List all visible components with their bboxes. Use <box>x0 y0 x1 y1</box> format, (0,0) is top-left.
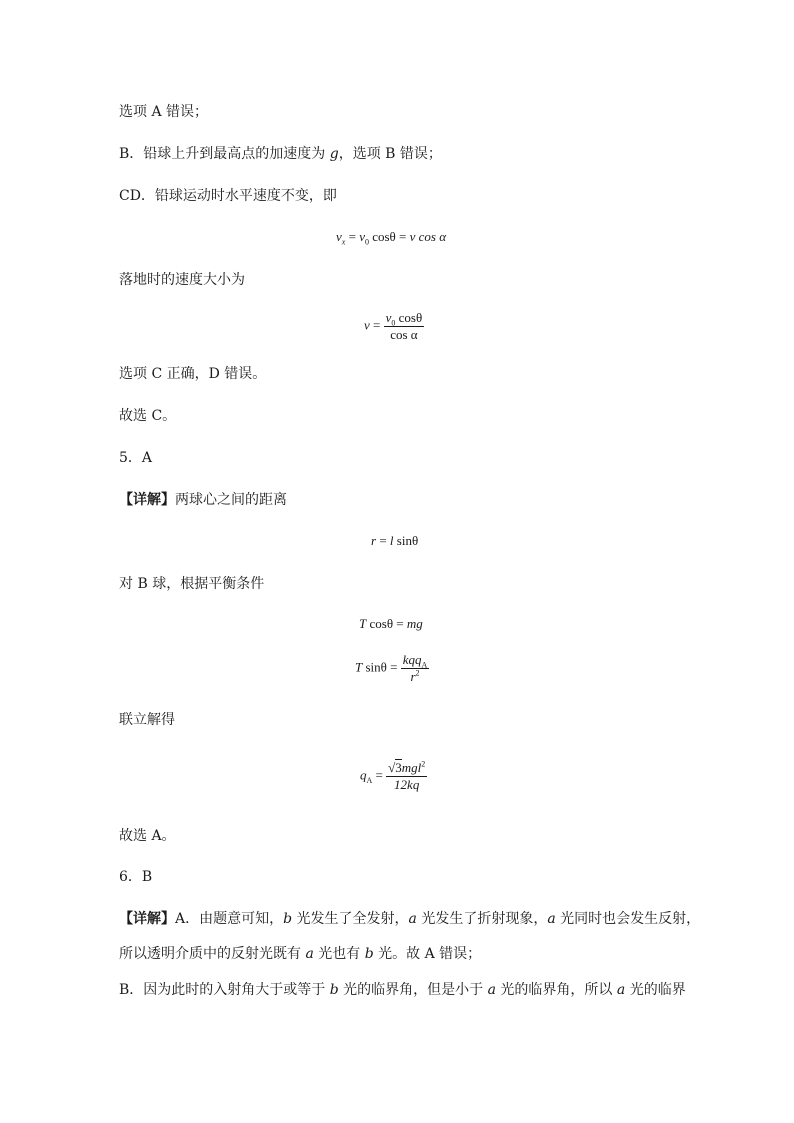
fraction-numerator <box>401 652 430 669</box>
math-superscript: 2 <box>421 759 426 769</box>
text-span: 光。故 A 错误； <box>373 946 482 962</box>
text-line <box>119 574 264 594</box>
math-term: cos α <box>390 327 418 342</box>
text-span: CD．铅球运动时水平速度不变，即 <box>119 188 337 204</box>
math-subscript: x <box>341 237 346 247</box>
text-line <box>119 102 208 122</box>
sqrt-sign: √ <box>388 760 396 775</box>
math-variable: v <box>336 229 342 244</box>
text-span: ，选项 B 错误； <box>338 146 442 162</box>
math-variable: r <box>371 533 377 548</box>
math-subscript: A <box>421 660 428 670</box>
explanation-tag: 【详解】 <box>119 911 175 927</box>
text-line <box>119 944 481 964</box>
fraction-numerator <box>384 310 425 327</box>
question-number <box>119 448 152 468</box>
text-line <box>119 980 686 1000</box>
text-line <box>119 270 245 290</box>
explanation-tag: 【详解】 <box>119 492 175 508</box>
text-line <box>119 909 700 929</box>
equation-landing-speed: v = $\frac{v_0 \cos\theta}{\text{cos α}}$ <box>364 310 423 342</box>
fraction <box>384 310 425 343</box>
text-span: 选项 A 错误； <box>119 104 209 120</box>
sqrt-radicand: 3 <box>395 760 402 775</box>
math-variable: q <box>360 767 367 783</box>
math-variable: a <box>487 982 496 998</box>
math-variable: v <box>364 317 370 333</box>
text-span: 故选 C。 <box>119 408 177 424</box>
math-variable: v <box>359 229 365 244</box>
math-variable: T <box>355 659 363 675</box>
text-line <box>119 710 175 730</box>
text-span: 对 B 球，根据平衡条件 <box>119 576 265 592</box>
math-variable: l <box>389 533 394 548</box>
text-span: A．由题意可知， <box>175 911 284 927</box>
math-term: v cos α <box>409 229 447 244</box>
text-span: 两球心之间的距离 <box>175 492 287 508</box>
equation-horizontal-balance: T sinθ = $\frac{kqq_A}{r^2}$ <box>355 652 428 684</box>
math-variable: r <box>410 669 416 684</box>
text-span: 故选 A。 <box>119 828 176 844</box>
text-span: 落地时的速度大小为 <box>119 272 245 288</box>
fraction-denominator <box>401 669 430 685</box>
math-term: cosθ <box>398 310 423 325</box>
math-term: 12kq <box>394 777 420 792</box>
math-variable: a <box>616 982 626 998</box>
math-variable: a <box>547 911 556 927</box>
text-span: 光的临界 <box>625 982 686 998</box>
text-line <box>119 186 337 206</box>
math-term: mgl <box>401 760 422 775</box>
text-span: 光同时也会发生反射， <box>555 911 701 927</box>
math-variable: b <box>283 911 293 927</box>
text-span: 联立解得 <box>119 712 175 728</box>
math-term: mg <box>406 616 423 631</box>
text-line <box>119 490 287 510</box>
math-term: sinθ <box>396 533 419 548</box>
equation-horizontal-velocity: $v_x = v_0$ cosθ = v cos α <box>336 229 447 247</box>
math-variable: a <box>305 946 314 962</box>
fraction-denominator <box>384 327 425 343</box>
math-subscript: 0 <box>364 237 369 247</box>
text-line <box>119 826 176 846</box>
text-line <box>119 364 266 384</box>
text-line <box>119 406 176 426</box>
math-subscript: A <box>366 776 373 786</box>
text-span: 选项 C 正确，D 错误。 <box>119 366 267 382</box>
math-variable: b <box>329 982 339 998</box>
math-term: kqq <box>402 652 422 667</box>
text-span: 光发生了全发射， <box>292 911 409 927</box>
text-span: 光的临界角，所以 <box>495 982 617 998</box>
text-line <box>119 144 442 164</box>
text-span: 光的临界角，但是小于 <box>338 982 488 998</box>
math-variable: g <box>329 146 339 162</box>
fraction-denominator <box>386 777 427 793</box>
math-subscript: 0 <box>391 318 396 328</box>
text-span: 6．B <box>119 869 153 885</box>
math-variable: v <box>385 310 392 325</box>
math-term: cosθ <box>369 616 394 631</box>
question-number <box>119 867 152 887</box>
text-span: 5．A <box>119 450 153 466</box>
fraction <box>386 760 427 793</box>
math-variable: T <box>359 616 367 631</box>
text-span: 所以透明介质中的反射光既有 <box>119 946 306 962</box>
math-term: sinθ <box>365 659 387 675</box>
fraction <box>401 652 430 685</box>
equation-charge-result: $q_A$ = $\frac{√3mgl^2}{12kq}$ <box>360 759 426 792</box>
text-span: 光发生了折射现象， <box>416 911 548 927</box>
math-superscript: 2 <box>415 668 420 678</box>
equation-vertical-balance: T cosθ = mg <box>359 616 423 631</box>
fraction-numerator <box>386 760 427 777</box>
text-span: B．铅球上升到最高点的加速度为 <box>119 146 330 162</box>
text-span: 光也有 <box>313 946 365 962</box>
equation-distance: r = l sinθ <box>371 533 419 548</box>
math-variable: b <box>364 946 374 962</box>
math-variable: a <box>408 911 417 927</box>
text-span: B．因为此时的入射角大于或等于 <box>119 982 330 998</box>
math-term: cosθ <box>372 229 396 244</box>
